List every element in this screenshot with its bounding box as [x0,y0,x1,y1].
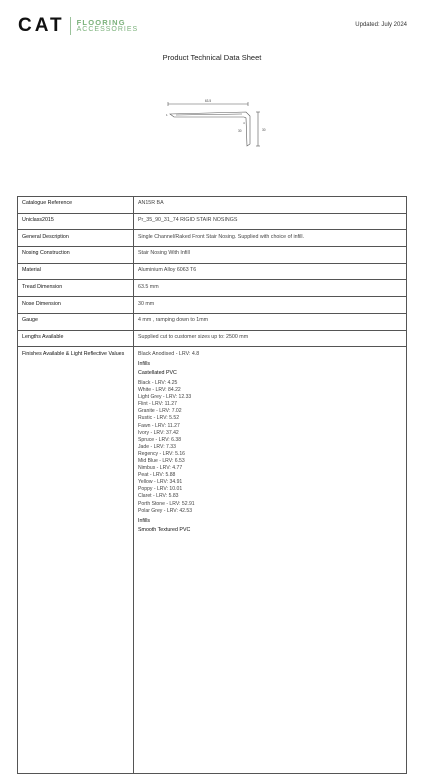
page-title: Product Technical Data Sheet [162,53,262,62]
list-item: Light Grey - LRV: 12.33 [138,394,192,401]
list-item: Porth Stone - LRV: 52.91 [138,500,195,507]
list-item: Claret - LRV: 5.83 [138,493,179,500]
row-value: Pr_35_90_31_74 RIGID STAIR NOSINGS [134,213,407,230]
castellated-list [138,380,402,515]
dim-small-label: 1 [166,113,168,117]
list-item: Jade - LRV: 7.33 [138,443,176,450]
list-item: Flint - LRV: 11.27 [138,401,177,408]
logo-subtitle [77,19,139,33]
logo-divider [70,17,71,35]
cat-logo [18,16,138,35]
list-item: Mid Blue - LRV: 6.53 [138,458,185,464]
list-item: Spruce - LRV: 6.38 [138,436,182,443]
finishes-value [134,347,407,774]
table-row [18,230,407,247]
row-label: Material [18,263,134,280]
row-label: Catalogue Reference [18,197,134,214]
list-item: Peat - LRV: 5.88 [138,472,176,479]
infills-heading-2: Infills [138,517,151,524]
list-item: Poppy - LRV: 10.01 [138,486,183,493]
table-row [18,263,407,280]
row-label: Uniclass2015 [18,213,134,230]
dim-inner-label: 4 [243,121,245,125]
list-item: Granite - LRV: 7.02 [138,408,182,415]
row-value: Stair Nosing With Infill [134,247,407,264]
row-label: General Description [18,230,134,247]
dim-top-label: 63.5 [204,99,212,103]
row-value: AN15R BA [134,197,407,214]
table-row [18,247,407,264]
row-label: Tread Dimension [18,280,134,297]
row-value: Aluminium Alloy 6063 T6 [134,263,407,280]
dim-left-label: 30 [238,129,242,133]
row-value: 4 mm , ramping down to 1mm [134,313,407,330]
infills-heading-1: Infills [138,360,151,367]
spec-table [17,196,407,774]
table-row [18,330,407,347]
list-item: Black - LRV: 4.25 [138,379,178,386]
table-row [18,280,407,297]
list-item: Rustic - LRV: 5.52 [138,415,180,422]
finish-anodised: Black Anodised - LRV: 4.8 [138,351,200,358]
table-row [18,213,407,230]
row-label: Nose Dimension [18,297,134,314]
profile-drawing [160,96,270,156]
page-header [0,0,424,48]
finishes-label: Finishes Available & Light Reflective Values [18,347,134,774]
infill-line [176,114,242,115]
table-row [18,197,407,214]
logo-sub-line-1: FLOORING [76,17,126,27]
row-label: Lengths Available [18,330,134,347]
row-value: Single Channel/Raked Front Stair Nosing. Supplied with choice of infill. [134,230,407,247]
castellated-heading: Castellated PVC [138,370,177,377]
table-row [18,297,407,314]
list-item: Yellow - LRV: 34.91 [138,479,183,486]
list-item: White - LRV: 84.22 [138,387,181,394]
list-item: Ivory - LRV: 37.42 [138,429,179,436]
smooth-textured-heading: Smooth Textured PVC [138,527,191,534]
list-item: Fawn - LRV: 11.27 [138,422,180,429]
list-item: Polar Grey - LRV: 42.53 [138,507,193,514]
finishes-row [18,347,407,774]
row-label: Nosing Construction [18,247,134,264]
list-item: Nimbus - LRV: 4.77 [138,465,183,472]
logo-main-text: CAT [18,15,65,36]
list-item: Regency - LRV: 5.16 [138,450,186,457]
row-value: 63.5 mm [134,280,407,297]
table-row [18,313,407,330]
updated-date: Updated: July 2024 [355,22,407,28]
logo-sub-line-2: ACCESSORIES [76,25,139,33]
row-value: 30 mm [134,297,407,314]
row-label: Gauge [18,313,134,330]
dim-right-label: 30 [262,128,266,132]
row-value: Supplied cut to customer sizes up to: 2500 mm [134,330,407,347]
